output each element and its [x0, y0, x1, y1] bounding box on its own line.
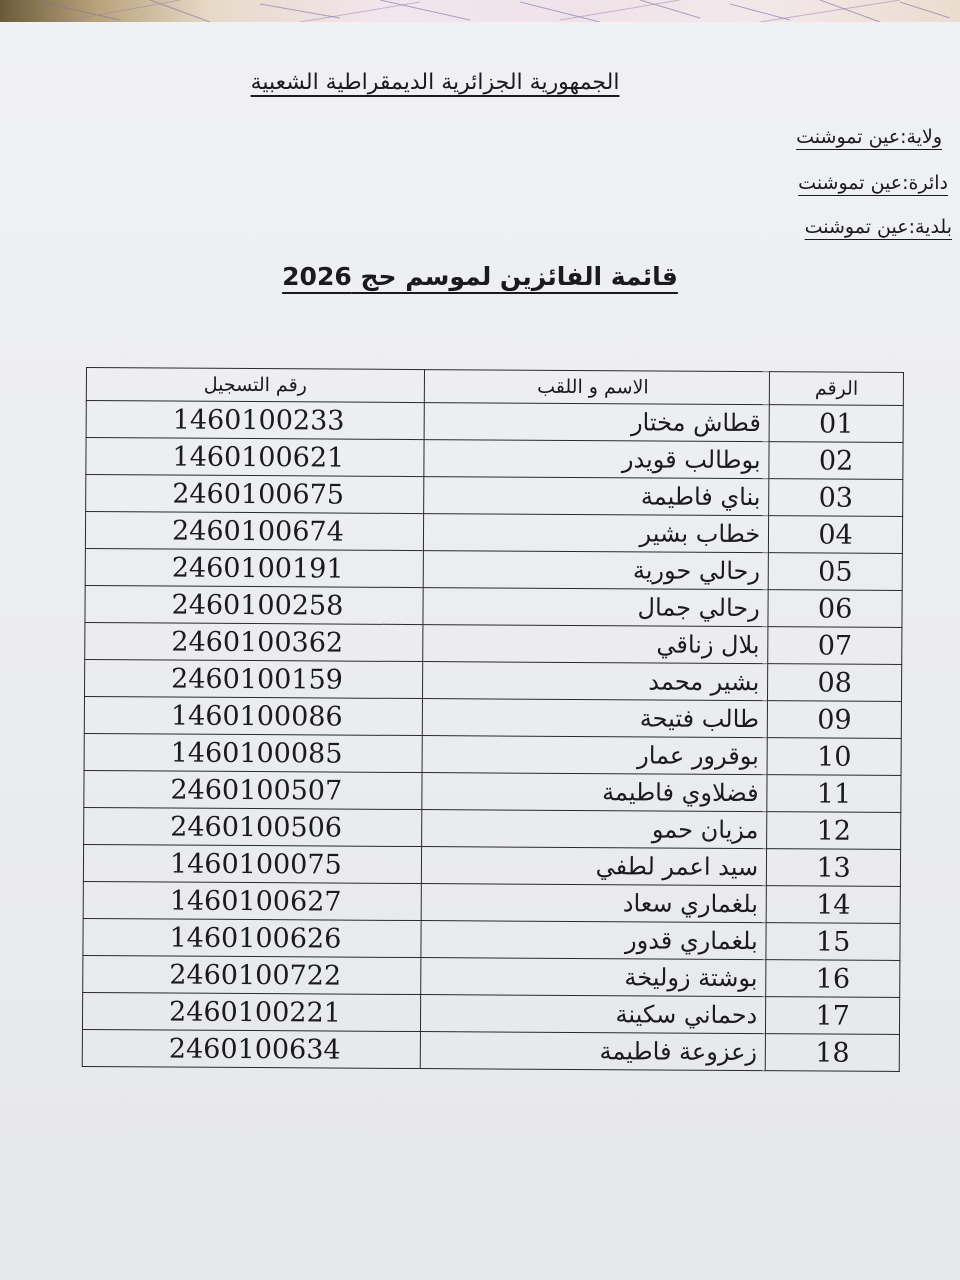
row-registration-cell: 1460100085	[84, 733, 422, 772]
row-name-cell: زعزوعة فاطيمة	[420, 1032, 766, 1071]
row-number-cell: 13	[767, 849, 901, 887]
row-name-cell: بوشتة زوليخة	[421, 958, 767, 997]
row-registration-cell: 2460100674	[85, 512, 423, 551]
background-paper-strip	[0, 0, 960, 24]
column-header-name: الاسم و اللقب	[424, 370, 770, 405]
row-registration-cell: 2460100258	[85, 586, 423, 625]
row-name-cell: مزيان حمو	[421, 810, 767, 849]
daira-line: دائرة:عين تموشنت	[798, 172, 948, 194]
row-registration-cell: 2460100722	[83, 955, 421, 994]
row-registration-cell: 2460100634	[82, 1029, 420, 1068]
row-name-cell: قطاش مختار	[424, 403, 770, 442]
row-registration-cell: 1460100626	[83, 918, 421, 957]
table-row	[85, 660, 902, 702]
row-name-cell: بشير محمد	[422, 662, 768, 701]
row-registration-cell: 2460100506	[84, 807, 422, 846]
table-row	[84, 697, 901, 739]
row-registration-cell: 2460100191	[85, 549, 423, 588]
row-name-cell: طالب فتيحة	[422, 699, 768, 738]
commune-line: بلدية:عين تموشنت	[804, 216, 952, 238]
row-name-cell: بلغماري قدور	[421, 921, 767, 960]
table-row	[82, 992, 899, 1034]
scribble-decoration	[0, 0, 960, 24]
row-name-cell: رحالي حورية	[423, 551, 769, 590]
table-row	[83, 844, 900, 886]
wilaya-line: ولاية:عين تموشنت	[796, 126, 942, 148]
row-registration-cell: 1460100233	[86, 401, 424, 440]
row-name-cell: فضلاوي فاطيمة	[422, 773, 768, 812]
row-number-cell: 05	[768, 553, 902, 591]
row-number-cell: 16	[766, 960, 900, 998]
row-number-cell: 07	[768, 627, 902, 665]
country-heading: الجمهورية الجزائرية الديمقراطية الشعبية	[250, 70, 620, 95]
row-number-cell: 12	[767, 812, 901, 850]
row-registration-cell: 1460100086	[84, 697, 422, 736]
table-row	[84, 807, 901, 849]
row-number-cell: 08	[768, 664, 902, 702]
row-registration-cell: 2460100675	[86, 475, 424, 514]
row-name-cell: رحالي جمال	[423, 588, 769, 627]
row-name-cell: دحماني سكينة	[420, 995, 766, 1034]
table-row	[86, 438, 903, 480]
table-row	[83, 918, 900, 960]
table-row	[84, 733, 901, 775]
table-row	[86, 401, 903, 443]
winners-table	[82, 367, 904, 1072]
row-name-cell: بوطالب قويدر	[424, 440, 770, 479]
table-row	[85, 623, 902, 665]
row-number-cell: 15	[766, 923, 900, 961]
row-number-cell: 02	[769, 442, 903, 480]
table-row	[85, 549, 902, 591]
row-number-cell: 04	[769, 516, 903, 554]
row-name-cell: سيد اعمر لطفي	[421, 847, 767, 886]
row-number-cell: 10	[767, 738, 901, 776]
row-number-cell: 14	[766, 886, 900, 924]
column-header-registration: رقم التسجيل	[86, 368, 424, 403]
row-registration-cell: 1460100621	[86, 438, 424, 477]
table-header-row	[86, 368, 903, 406]
row-registration-cell: 1460100627	[83, 881, 421, 920]
row-number-cell: 06	[768, 590, 902, 628]
table-row	[83, 955, 900, 997]
document-title: قائمة الفائزين لموسم حج 2026	[282, 262, 678, 291]
row-number-cell: 01	[769, 405, 903, 443]
column-header-number: الرقم	[770, 372, 904, 406]
table-row	[86, 475, 903, 517]
row-number-cell: 03	[769, 479, 903, 517]
table-row	[85, 512, 902, 554]
row-number-cell: 17	[766, 997, 900, 1035]
row-name-cell: بوقرور عمار	[422, 736, 768, 775]
row-name-cell: بناي فاطيمة	[423, 477, 769, 516]
row-registration-cell: 2460100221	[82, 992, 420, 1031]
table-row	[85, 586, 902, 628]
row-registration-cell: 2460100507	[84, 770, 422, 809]
table-row	[83, 881, 900, 923]
row-number-cell: 11	[767, 775, 901, 813]
row-registration-cell: 1460100075	[83, 844, 421, 883]
table-body	[82, 401, 903, 1072]
row-registration-cell: 2460100362	[85, 623, 423, 662]
row-number-cell: 18	[765, 1034, 899, 1072]
row-number-cell: 09	[767, 701, 901, 739]
row-name-cell: بلال زناقي	[423, 625, 769, 664]
row-name-cell: بلغماري سعاد	[421, 884, 767, 923]
table-row	[82, 1029, 899, 1071]
table-row	[84, 770, 901, 812]
row-registration-cell: 2460100159	[85, 660, 423, 699]
row-name-cell: خطاب بشير	[423, 514, 769, 553]
